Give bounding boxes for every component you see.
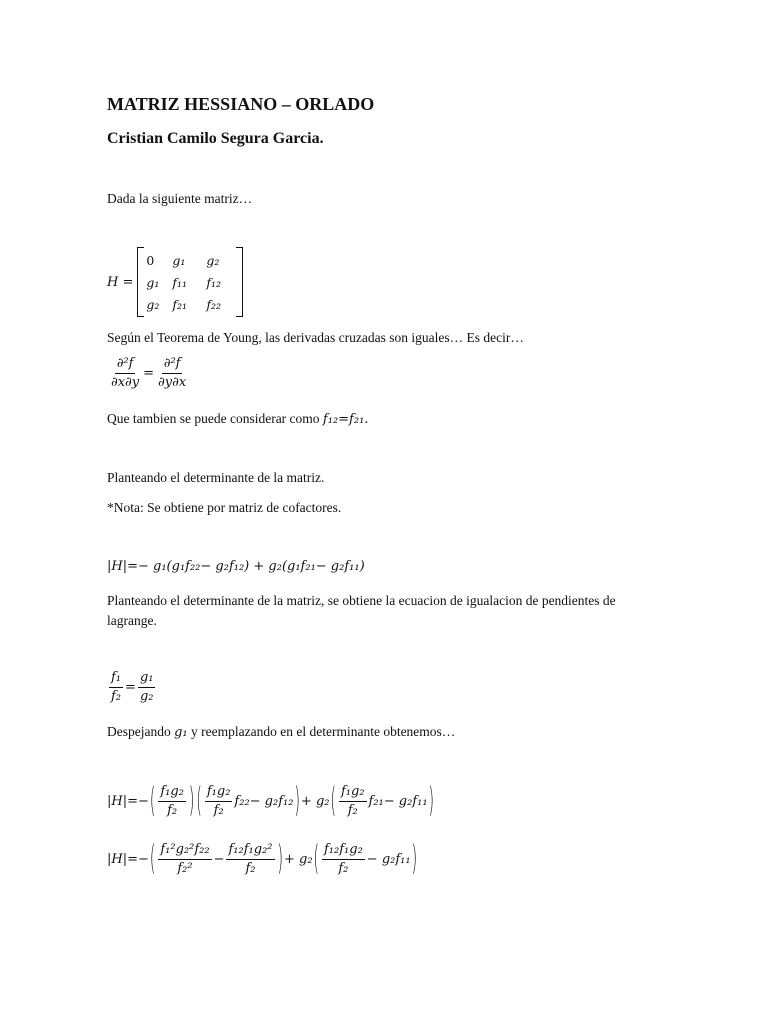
fraction [322, 842, 365, 877]
equation-1 [107, 784, 435, 819]
eq2-plus-g2: + g₂ [283, 852, 313, 867]
paren: ( [149, 782, 156, 821]
fraction [226, 842, 274, 877]
author-name: Cristian Camilo Segura Garcia. [107, 130, 324, 147]
eq1-plus-g2: + g₂ [300, 794, 330, 809]
numerator: f₁²g₂²f₂₂ [158, 842, 211, 860]
consider-text: Que tambien se puede considerar como [107, 411, 320, 426]
matrix-grid [144, 249, 236, 315]
denominator: f₂ [338, 861, 349, 876]
paren: ) [428, 782, 435, 821]
equation-2 [107, 842, 418, 877]
despejando-line [107, 724, 455, 740]
eq2-minus: − [213, 852, 225, 867]
fraction [109, 670, 123, 705]
eq2-tail: − g₂f₁₁ [366, 852, 411, 867]
numerator: ∂²f [115, 356, 136, 374]
consider-equation: f₁₂=f₂₁. [322, 412, 369, 427]
numerator: f₁₂f₁g₂² [226, 842, 274, 860]
paren: ) [188, 782, 195, 821]
fraction [109, 356, 141, 391]
determinant-equation: |H|=− g₁(g₁f₂₂− g₂f₁₂) + g₂(g₁f₂₁− g₂f₁₁) [107, 559, 365, 574]
denominator: f₂ [347, 803, 358, 818]
young-text: Según el Teorema de Young, las derivadas cruzadas son iguales… Es decir… [107, 330, 524, 345]
eq1-term2-tail: f₂₁− g₂f₁₁ [368, 794, 428, 809]
denominator: ∂x∂y [111, 375, 140, 390]
matrix-cell: f₁₁ [172, 274, 188, 290]
despejando-post: y reemplazando en el determinante obtenemos… [191, 724, 456, 739]
denominator: g₂ [139, 689, 154, 704]
matrix-cell: g₁ [146, 274, 160, 290]
numerator: ∂²f [162, 356, 183, 374]
matrix-cell: f₂₂ [206, 296, 222, 312]
young-equation: $\frac{\text{∂²f}}{\partial x\partial y}$ = $\frac{\text{∂²f}}{\partial y\partial x}$ [111, 356, 187, 390]
fraction [205, 784, 233, 819]
fraction [339, 784, 367, 819]
fraction [138, 670, 156, 705]
paren: ( [330, 782, 336, 821]
numerator: g₁ [138, 670, 156, 688]
numerator: f₁₂f₁g₂ [322, 842, 365, 860]
paren: ) [294, 782, 300, 821]
numerator: f₁g₂ [158, 784, 186, 802]
numerator: f₁g₂ [205, 784, 233, 802]
denominator: f₂ [167, 803, 178, 818]
denominator: f₂ [245, 861, 256, 876]
denominator: f₂² [177, 861, 193, 876]
fraction [156, 356, 188, 391]
paren: ( [149, 840, 156, 879]
matrix-cell: f₂₁ [172, 296, 188, 312]
ratio-equation: $\frac{\text{f₁}}{\text{f₂}}$ = $\frac{\text{g₁}}{\text{g₂}}$ [111, 670, 154, 704]
matrix-cell: g₂ [206, 252, 220, 268]
paren: ( [313, 840, 319, 879]
note-text: *Nota: Se obtiene por matriz de cofactores. [107, 500, 342, 515]
determinant-intro: Planteando el determinante de la matriz. [107, 470, 325, 485]
fraction [158, 842, 211, 877]
paren: ( [196, 782, 202, 821]
consider-line [107, 411, 368, 427]
matrix-cell: g₂ [146, 296, 160, 312]
paren: ) [277, 840, 283, 879]
matrix-symbol: H = [107, 274, 134, 290]
despejando-var: g₁ [174, 725, 188, 740]
numerator: f₁g₂ [339, 784, 367, 802]
denominator: f₂ [111, 689, 122, 704]
eq2-lhs: |H|=− [107, 852, 149, 867]
document-title: MATRIZ HESSIANO – ORLADO [107, 94, 375, 114]
intro-text: Dada la siguiente matriz… [107, 191, 253, 206]
matrix-cell: 0 [146, 252, 155, 268]
matrix-cell: g₁ [172, 252, 186, 268]
eq1-term1-tail: f₂₂− g₂f₁₂ [234, 794, 294, 809]
hessian-matrix [107, 247, 243, 317]
matrix-cell: f₁₂ [206, 274, 222, 290]
matrix-left-bracket [137, 247, 144, 317]
numerator: f₁ [109, 670, 123, 688]
lagrange-text: Planteando el determinante de la matriz, se obtiene la ecuacion de igualacion de pendientes de lagrange. [107, 593, 616, 628]
denominator: f₂ [213, 803, 224, 818]
eq1-lhs: |H|=− [107, 794, 149, 809]
paren: ) [411, 840, 418, 879]
fraction [158, 784, 186, 819]
matrix-right-bracket [236, 247, 243, 317]
despejando-pre: Despejando [107, 724, 171, 739]
denominator: ∂y∂x [158, 375, 187, 390]
